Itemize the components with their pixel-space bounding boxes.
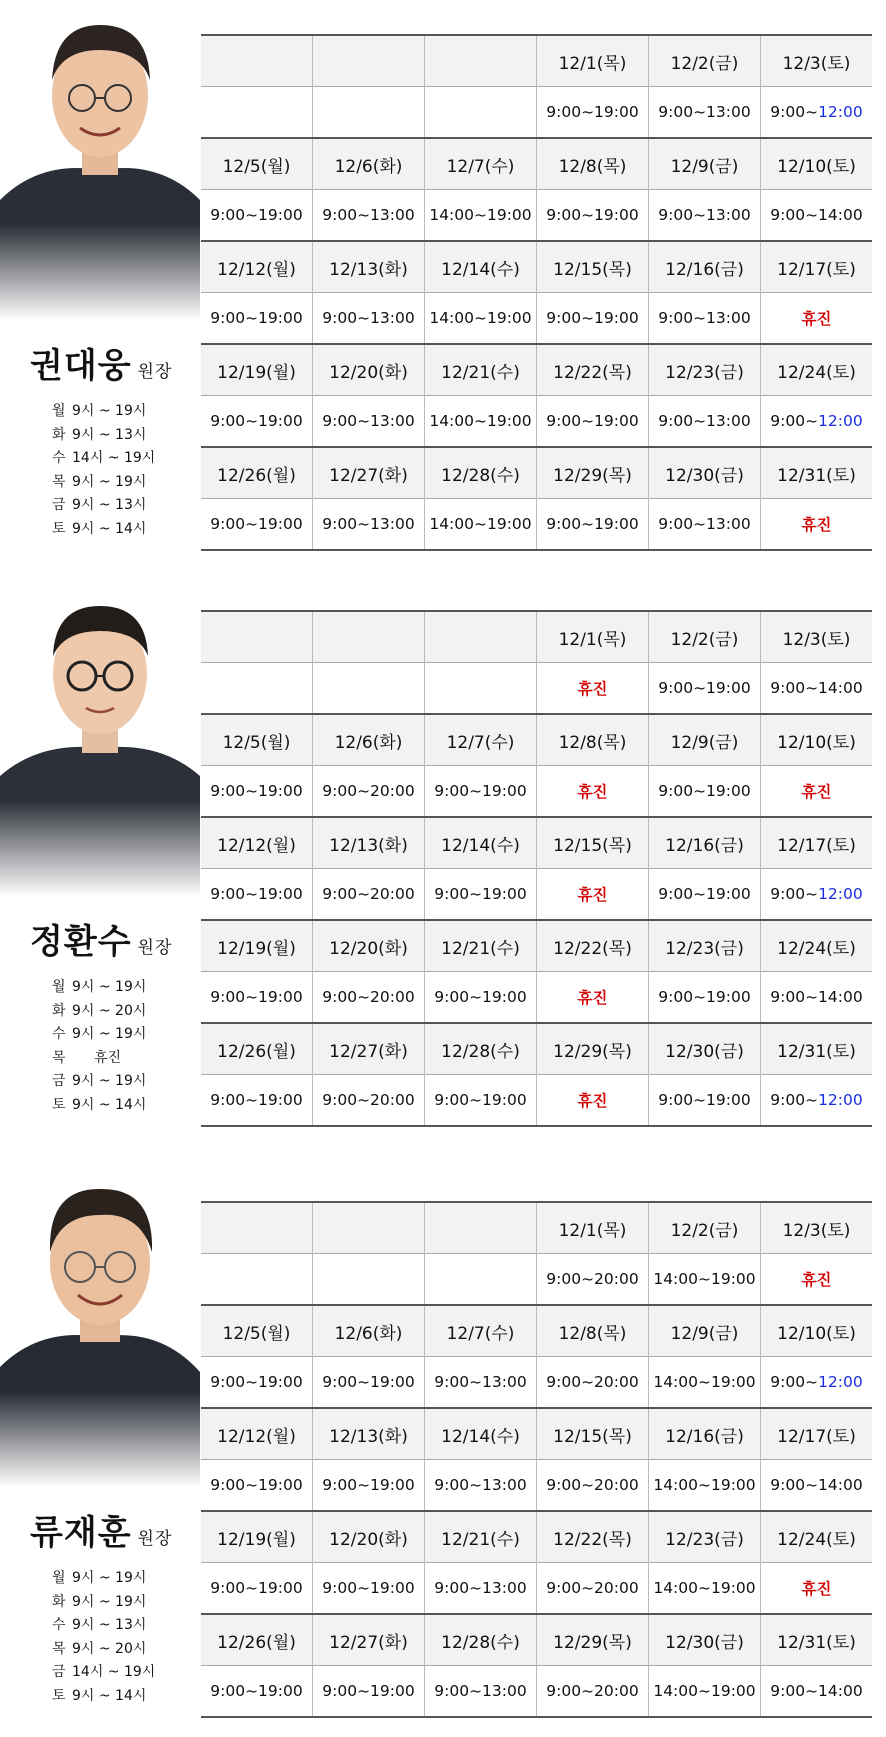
date-cell: 12/29(목): [537, 447, 649, 499]
date-row: [201, 35, 872, 87]
date-cell: 12/26(월): [201, 1614, 313, 1666]
date-cell: 12/27(화): [313, 1023, 425, 1075]
hours-row: 토 9시 ~ 14시: [52, 520, 147, 537]
time-cell: 9:00~19:00: [201, 766, 313, 818]
hours-row: 화 9시 ~ 13시: [52, 426, 147, 443]
hours-row: 월 9시 ~ 19시: [52, 1570, 147, 1586]
time-cell: 휴진: [537, 1075, 649, 1127]
date-cell: 12/14(수): [425, 241, 537, 293]
time-cell: 9:00~20:00: [313, 766, 425, 818]
time-cell: 9:00~13:00: [425, 1563, 537, 1615]
date-cell: 12/29(목): [537, 1023, 649, 1075]
time-cell: [425, 1254, 537, 1306]
time-cell: [313, 87, 425, 139]
date-cell: 12/22(목): [537, 1511, 649, 1563]
hours-row: 수 14시 ~ 19시: [52, 450, 156, 466]
date-cell: 12/13(화): [313, 241, 425, 293]
time-cell: 14:00~19:00: [425, 190, 537, 242]
time-cell: 14:00~19:00: [649, 1666, 761, 1718]
date-cell: 12/16(금): [649, 1408, 761, 1460]
date-cell: 12/1(목): [537, 1202, 649, 1254]
time-cell: 9:00~12:00: [761, 87, 873, 139]
hours-row: 수 9시 ~ 19시: [52, 1026, 147, 1042]
time-row: [201, 766, 872, 818]
time-cell: 9:00~19:00: [425, 869, 537, 921]
date-cell: 12/29(목): [537, 1614, 649, 1666]
doctor-name-text: 권대웅: [30, 346, 132, 386]
date-cell: 12/14(수): [425, 817, 537, 869]
date-cell: 12/16(금): [649, 817, 761, 869]
date-cell: 12/14(수): [425, 1408, 537, 1460]
date-cell: 12/3(토): [761, 35, 873, 87]
date-cell: [313, 35, 425, 87]
hours-row: 금 9시 ~ 13시: [52, 497, 147, 513]
time-cell: 휴진: [537, 869, 649, 921]
time-cell: 9:00~19:00: [537, 396, 649, 448]
time-cell: 휴진: [761, 499, 873, 551]
time-cell: 14:00~19:00: [649, 1254, 761, 1306]
date-cell: 12/12(월): [201, 817, 313, 869]
time-cell: 9:00~19:00: [201, 1075, 313, 1127]
time-row: [201, 869, 872, 921]
date-row: [201, 714, 872, 766]
date-cell: [425, 611, 537, 663]
doctor-portrait-icon: [0, 0, 200, 320]
date-cell: 12/20(화): [313, 344, 425, 396]
date-cell: [313, 611, 425, 663]
time-cell: 9:00~19:00: [649, 663, 761, 715]
date-cell: 12/6(화): [313, 138, 425, 190]
time-cell: 9:00~12:00: [761, 396, 873, 448]
time-cell: [201, 663, 313, 715]
date-cell: 12/24(토): [761, 1511, 873, 1563]
time-row: [201, 1460, 872, 1512]
time-cell: 9:00~13:00: [649, 293, 761, 345]
time-cell: 14:00~19:00: [649, 1357, 761, 1409]
time-cell: 9:00~19:00: [537, 293, 649, 345]
weekly-hours: [52, 976, 146, 1117]
time-cell: 14:00~19:00: [649, 1460, 761, 1512]
date-row: [201, 1511, 872, 1563]
date-cell: 12/3(토): [761, 611, 873, 663]
date-cell: 12/19(월): [201, 344, 313, 396]
time-cell: 14:00~19:00: [425, 499, 537, 551]
time-cell: 9:00~19:00: [425, 766, 537, 818]
time-cell: 9:00~19:00: [313, 1357, 425, 1409]
time-cell: [425, 663, 537, 715]
date-cell: 12/23(금): [649, 344, 761, 396]
date-cell: 12/23(금): [649, 920, 761, 972]
time-cell: 9:00~13:00: [425, 1666, 537, 1718]
date-row: [201, 817, 872, 869]
date-cell: [313, 1202, 425, 1254]
time-cell: 9:00~13:00: [313, 499, 425, 551]
time-cell: 9:00~19:00: [201, 1460, 313, 1512]
hours-row: 화 9시 ~ 20시: [52, 1002, 147, 1019]
time-cell: 휴진: [761, 766, 873, 818]
date-cell: 12/31(토): [761, 447, 873, 499]
time-cell: 9:00~20:00: [537, 1666, 649, 1718]
hours-row: 목 휴진: [52, 1049, 122, 1066]
date-cell: [201, 611, 313, 663]
date-row: [201, 920, 872, 972]
time-cell: 9:00~13:00: [649, 87, 761, 139]
time-row: [201, 1563, 872, 1615]
time-cell: 9:00~20:00: [313, 1075, 425, 1127]
date-cell: 12/15(목): [537, 1408, 649, 1460]
date-cell: 12/2(금): [649, 611, 761, 663]
time-row: [201, 190, 872, 242]
date-cell: 12/21(수): [425, 344, 537, 396]
weekly-hours: [52, 400, 155, 541]
time-cell: 14:00~19:00: [649, 1563, 761, 1615]
time-cell: 휴진: [537, 766, 649, 818]
date-cell: 12/28(수): [425, 447, 537, 499]
doctor-portrait-icon: [0, 1167, 200, 1487]
date-cell: 12/5(월): [201, 1305, 313, 1357]
date-cell: 12/3(토): [761, 1202, 873, 1254]
time-cell: 9:00~13:00: [649, 396, 761, 448]
time-cell: 9:00~19:00: [201, 293, 313, 345]
date-cell: 12/24(토): [761, 344, 873, 396]
date-cell: 12/8(목): [537, 714, 649, 766]
time-cell: 9:00~19:00: [201, 972, 313, 1024]
date-cell: 12/16(금): [649, 241, 761, 293]
doctor-name: [30, 914, 172, 963]
time-cell: 9:00~19:00: [201, 1666, 313, 1718]
time-cell: [201, 87, 313, 139]
date-cell: 12/31(토): [761, 1023, 873, 1075]
time-cell: 9:00~14:00: [761, 972, 873, 1024]
time-cell: 9:00~19:00: [201, 1563, 313, 1615]
time-cell: 9:00~19:00: [201, 499, 313, 551]
date-row: [201, 241, 872, 293]
time-cell: 9:00~19:00: [313, 1563, 425, 1615]
date-cell: 12/9(금): [649, 1305, 761, 1357]
date-cell: 12/12(월): [201, 241, 313, 293]
doctor-name: [30, 338, 172, 387]
time-cell: 9:00~19:00: [537, 190, 649, 242]
time-cell: 9:00~20:00: [537, 1563, 649, 1615]
time-cell: 9:00~19:00: [649, 869, 761, 921]
date-row: [201, 1614, 872, 1666]
time-row: [201, 1666, 872, 1718]
time-cell: 9:00~19:00: [201, 396, 313, 448]
date-cell: 12/10(토): [761, 1305, 873, 1357]
doctor-role: 원장: [137, 1529, 173, 1549]
date-cell: 12/30(금): [649, 1023, 761, 1075]
time-cell: [313, 663, 425, 715]
time-row: [201, 1254, 872, 1306]
date-cell: 12/26(월): [201, 447, 313, 499]
date-cell: 12/20(화): [313, 920, 425, 972]
date-cell: 12/9(금): [649, 138, 761, 190]
date-cell: 12/10(토): [761, 714, 873, 766]
time-cell: [425, 87, 537, 139]
time-cell: 9:00~20:00: [537, 1357, 649, 1409]
date-cell: 12/7(수): [425, 138, 537, 190]
hours-row: 목 9시 ~ 19시: [52, 473, 147, 490]
date-cell: 12/19(월): [201, 920, 313, 972]
time-cell: [201, 1254, 313, 1306]
time-row: [201, 1075, 872, 1127]
date-cell: 12/13(화): [313, 1408, 425, 1460]
hours-row: 금 14시 ~ 19시: [52, 1664, 156, 1680]
time-cell: 9:00~14:00: [761, 190, 873, 242]
date-cell: 12/6(화): [313, 714, 425, 766]
doctor-name: [30, 1505, 172, 1554]
date-cell: 12/23(금): [649, 1511, 761, 1563]
date-row: [201, 1202, 872, 1254]
time-row: [201, 972, 872, 1024]
doctor-photo: [0, 1167, 200, 1487]
doctor-section-2: [0, 576, 886, 1116]
date-cell: 12/30(금): [649, 1614, 761, 1666]
time-cell: 9:00~13:00: [649, 190, 761, 242]
time-cell: 9:00~19:00: [313, 1460, 425, 1512]
time-cell: 9:00~19:00: [313, 1666, 425, 1718]
doctor-name-text: 정환수: [30, 922, 132, 962]
date-cell: 12/28(수): [425, 1023, 537, 1075]
time-cell: 9:00~19:00: [425, 972, 537, 1024]
doctor-portrait-icon: [0, 576, 200, 896]
time-cell: 9:00~19:00: [649, 972, 761, 1024]
doctor-photo: [0, 576, 200, 896]
schedule-table: [201, 1201, 872, 1718]
time-cell: 9:00~20:00: [313, 869, 425, 921]
date-cell: 12/2(금): [649, 35, 761, 87]
date-cell: 12/22(목): [537, 344, 649, 396]
doctor-section-1: [0, 0, 886, 540]
date-cell: 12/17(토): [761, 817, 873, 869]
date-cell: 12/27(화): [313, 1614, 425, 1666]
time-cell: 휴진: [761, 293, 873, 345]
hours-row: 화 9시 ~ 19시: [52, 1593, 147, 1610]
time-cell: 9:00~14:00: [761, 1460, 873, 1512]
date-cell: 12/5(월): [201, 138, 313, 190]
time-cell: 9:00~19:00: [649, 766, 761, 818]
date-cell: 12/24(토): [761, 920, 873, 972]
date-cell: 12/13(화): [313, 817, 425, 869]
time-cell: 9:00~20:00: [313, 972, 425, 1024]
date-cell: 12/22(목): [537, 920, 649, 972]
time-cell: 9:00~13:00: [313, 190, 425, 242]
date-cell: [425, 35, 537, 87]
time-row: [201, 499, 872, 551]
time-cell: 9:00~19:00: [201, 190, 313, 242]
date-cell: 12/7(수): [425, 714, 537, 766]
date-cell: 12/30(금): [649, 447, 761, 499]
time-cell: 휴진: [761, 1254, 873, 1306]
time-cell: 9:00~19:00: [537, 87, 649, 139]
time-cell: 9:00~14:00: [761, 663, 873, 715]
date-row: [201, 138, 872, 190]
date-cell: 12/17(토): [761, 241, 873, 293]
date-cell: 12/8(목): [537, 1305, 649, 1357]
hours-row: 금 9시 ~ 19시: [52, 1073, 147, 1089]
time-cell: 9:00~12:00: [761, 1075, 873, 1127]
date-cell: [201, 1202, 313, 1254]
date-cell: 12/17(토): [761, 1408, 873, 1460]
time-cell: 9:00~12:00: [761, 1357, 873, 1409]
time-cell: [313, 1254, 425, 1306]
doctor-role: 원장: [137, 362, 173, 382]
date-cell: 12/28(수): [425, 1614, 537, 1666]
time-cell: 9:00~19:00: [649, 1075, 761, 1127]
date-cell: 12/21(수): [425, 1511, 537, 1563]
schedule-table: [201, 34, 872, 551]
hours-row: 목 9시 ~ 20시: [52, 1640, 147, 1657]
time-row: [201, 1357, 872, 1409]
time-cell: 9:00~19:00: [201, 1357, 313, 1409]
time-row: [201, 663, 872, 715]
time-row: [201, 293, 872, 345]
time-cell: 9:00~19:00: [201, 869, 313, 921]
time-cell: 9:00~13:00: [313, 396, 425, 448]
date-cell: 12/6(화): [313, 1305, 425, 1357]
time-cell: 9:00~19:00: [425, 1075, 537, 1127]
time-cell: 9:00~20:00: [537, 1254, 649, 1306]
time-cell: 9:00~14:00: [761, 1666, 873, 1718]
hours-row: 토 9시 ~ 14시: [52, 1096, 147, 1113]
time-cell: 9:00~13:00: [425, 1460, 537, 1512]
date-cell: [425, 1202, 537, 1254]
doctor-section-3: [0, 1167, 886, 1707]
doctor-name-text: 류재훈: [30, 1513, 132, 1553]
time-cell: 9:00~20:00: [537, 1460, 649, 1512]
date-cell: [201, 35, 313, 87]
date-cell: 12/7(수): [425, 1305, 537, 1357]
date-cell: 12/9(금): [649, 714, 761, 766]
date-cell: 12/2(금): [649, 1202, 761, 1254]
time-cell: 휴진: [537, 972, 649, 1024]
date-cell: 12/21(수): [425, 920, 537, 972]
time-cell: 9:00~13:00: [425, 1357, 537, 1409]
date-row: [201, 1305, 872, 1357]
time-cell: 9:00~13:00: [313, 293, 425, 345]
date-cell: 12/10(토): [761, 138, 873, 190]
hours-row: 토 9시 ~ 14시: [52, 1687, 147, 1704]
time-cell: 휴진: [761, 1563, 873, 1615]
hours-row: 수 9시 ~ 13시: [52, 1617, 147, 1633]
time-row: [201, 87, 872, 139]
date-cell: 12/15(목): [537, 241, 649, 293]
time-cell: 9:00~13:00: [649, 499, 761, 551]
doctor-photo: [0, 0, 200, 320]
time-cell: 14:00~19:00: [425, 293, 537, 345]
date-cell: 12/1(목): [537, 611, 649, 663]
time-cell: 14:00~19:00: [425, 396, 537, 448]
date-row: [201, 1408, 872, 1460]
doctor-role: 원장: [137, 938, 173, 958]
date-cell: 12/5(월): [201, 714, 313, 766]
date-cell: 12/26(월): [201, 1023, 313, 1075]
date-row: [201, 611, 872, 663]
date-row: [201, 447, 872, 499]
date-cell: 12/31(토): [761, 1614, 873, 1666]
time-cell: 휴진: [537, 663, 649, 715]
schedule-table: [201, 610, 872, 1127]
date-cell: 12/19(월): [201, 1511, 313, 1563]
time-row: [201, 396, 872, 448]
date-cell: 12/27(화): [313, 447, 425, 499]
date-cell: 12/12(월): [201, 1408, 313, 1460]
date-cell: 12/20(화): [313, 1511, 425, 1563]
hours-row: 월 9시 ~ 19시: [52, 979, 147, 995]
date-cell: 12/1(목): [537, 35, 649, 87]
time-cell: 9:00~19:00: [537, 499, 649, 551]
date-row: [201, 344, 872, 396]
date-cell: 12/8(목): [537, 138, 649, 190]
date-cell: 12/15(목): [537, 817, 649, 869]
weekly-hours: [52, 1567, 155, 1708]
date-row: [201, 1023, 872, 1075]
time-cell: 9:00~12:00: [761, 869, 873, 921]
hours-row: 월 9시 ~ 19시: [52, 403, 147, 419]
